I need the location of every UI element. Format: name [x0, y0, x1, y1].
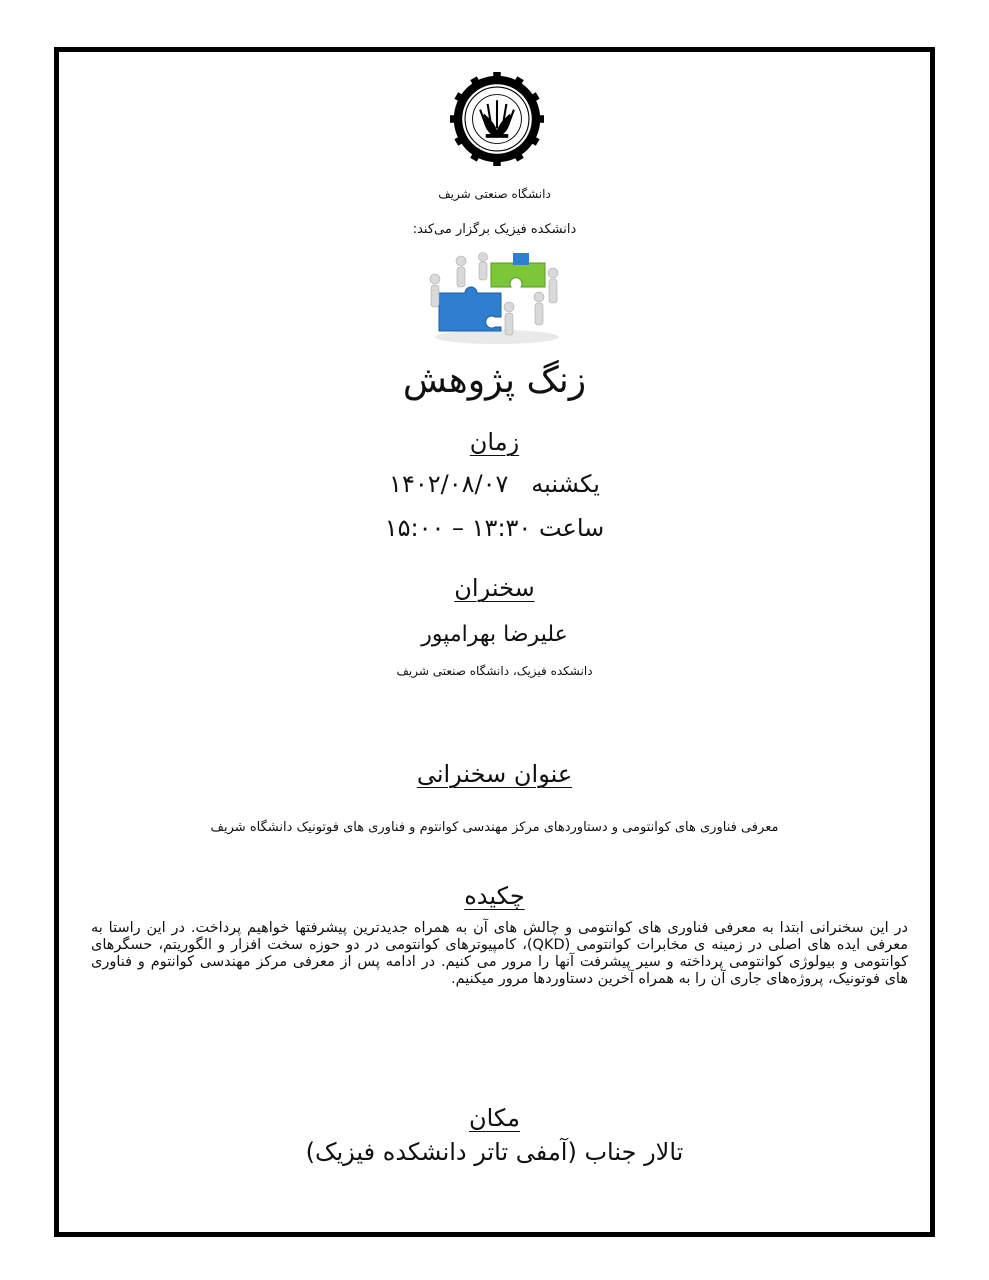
date-line	[59, 470, 930, 498]
host-line: دانشکده فیزیک برگزار می‌کند:	[412, 222, 577, 237]
venue-text: تالار جناب (آمفی تاتر دانشکده فیزیک)	[305, 1138, 684, 1166]
sharif-university-logo	[450, 72, 544, 166]
event-title: زنگ پژوهش	[402, 360, 587, 401]
day-name: یکشنبه	[531, 470, 600, 498]
speakers-heading: سخنران	[454, 574, 535, 602]
talk-title: معرفی فناوری های کوانتومی و دستاوردهای مرکز مهندسی کوانتوم و فناوری های فوتونیک دانشگاه شریف	[210, 820, 779, 835]
abstract-heading: چکیده	[464, 882, 525, 910]
poster-frame	[54, 47, 935, 1237]
time-heading: زمان	[469, 428, 520, 456]
university-name: دانشگاه صنعتی شریف	[438, 187, 551, 201]
event-date: ۱۴۰۲/۰۸/۰۷	[389, 470, 509, 498]
speaker-affiliation: دانشکده فیزیک، دانشگاه صنعتی شریف	[396, 664, 593, 678]
venue-heading: مکان	[468, 1104, 521, 1132]
puzzle-teamwork-illustration	[421, 249, 567, 347]
abstract-text: در این سخنرانی ابتدا به معرفی فناوری های کوانتومی و چالش های آن به همراه جدیدترین پیشرفتها خواهیم پرداخت. در این راستا به معرفی ایده های اصلی در زمینه ی مخابرات کوانتومی (QKD)، کامپیوترهای کوانتومی در دو حوزه سخت افزار و الگوریتم، حسگرهای کوانتومی و بیولوژی کوانتومی پرداخته و سیر پیشرفت آنها را مرور می کنیم. در ادامه پس از معرفی مرکز مهندسی کوانتوم و فناوری های فوتونیک، پروژه‌های جاری آن را به همراه آخرین دستاوردها مرور میکنیم.	[91, 920, 909, 987]
speaker-name: علیرضا بهرامپور	[421, 622, 568, 647]
talk-heading: عنوان سخنرانی	[416, 760, 573, 788]
time-line: ساعت ۱۳:۳۰ – ۱۵:۰۰	[384, 514, 605, 542]
